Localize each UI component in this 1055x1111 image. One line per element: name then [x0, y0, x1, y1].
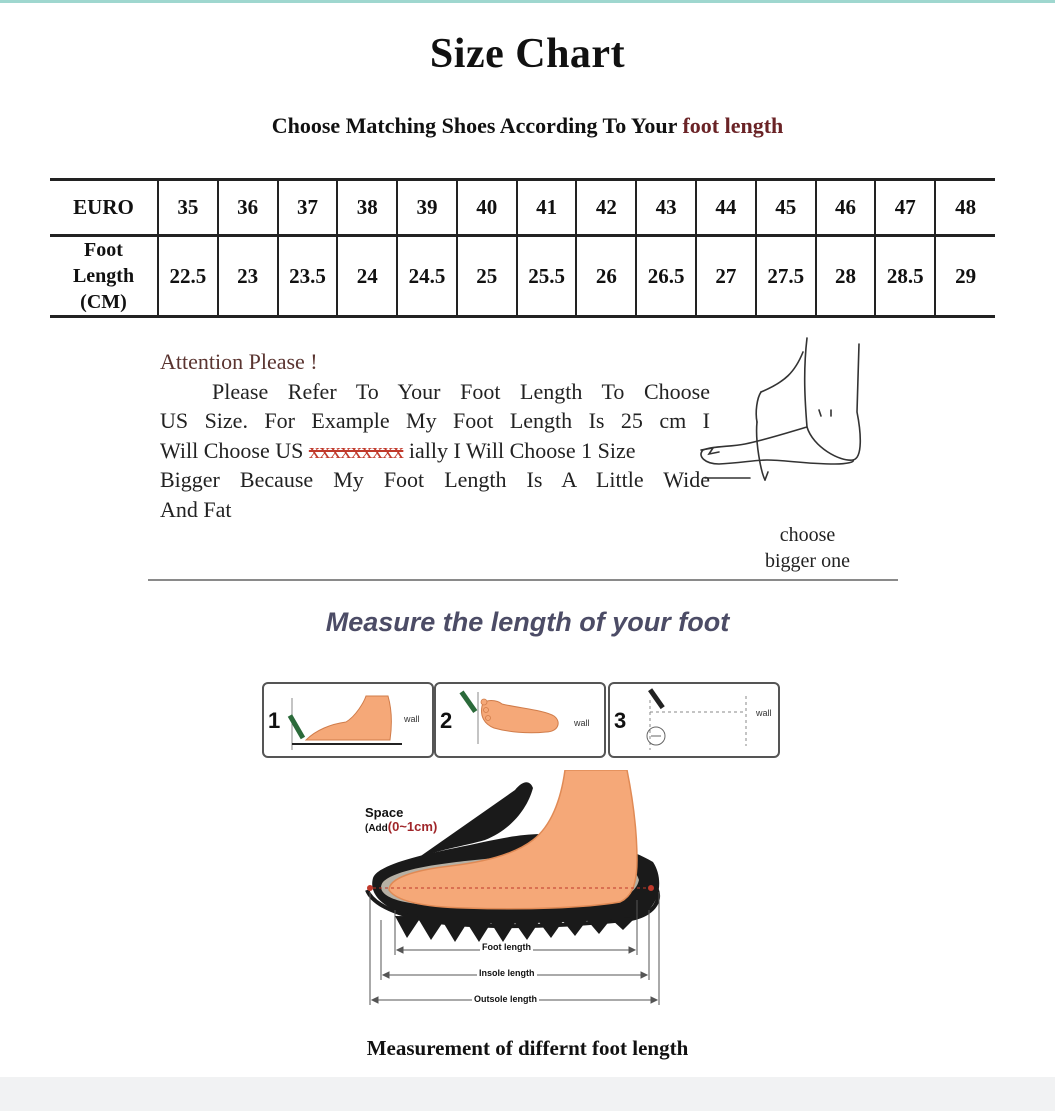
attention-note: [160, 347, 710, 524]
space-text: Space: [365, 805, 404, 820]
euro-row-header: EURO: [50, 180, 158, 236]
measure-title: Measure the length of your foot: [325, 607, 730, 637]
attention-line-3: [160, 436, 710, 466]
euro-cell: 42: [576, 180, 636, 236]
foot-length-cell: 25.5: [517, 236, 577, 317]
euro-cell: 47: [875, 180, 935, 236]
foot-side-icon: [286, 690, 408, 750]
euro-cell: 43: [636, 180, 696, 236]
foot-length-row-header: [50, 236, 158, 317]
foot-length-cell: 28.5: [875, 236, 935, 317]
foot-length-cell: 25: [457, 236, 517, 317]
attention-line: Bigger Because My Foot Length Is A Little Wide: [160, 467, 710, 492]
foot-length-cell: 27.5: [756, 236, 816, 317]
foot-length-cell: 28: [816, 236, 876, 317]
bottom-band: [0, 1077, 1055, 1111]
euro-cell: 36: [218, 180, 278, 236]
euro-cell: 39: [397, 180, 457, 236]
foot-length-cell: 24: [337, 236, 397, 317]
foot-length-cell: 22.5: [158, 236, 218, 317]
foot-top-icon: [458, 688, 570, 748]
attention-line: Please Refer To Your Foot Length To Choose: [212, 378, 710, 404]
choose-bigger-note: [750, 522, 865, 574]
size-table: [50, 178, 995, 318]
euro-cell: 48: [935, 180, 995, 236]
wall-label: wall: [404, 714, 420, 724]
choose-bigger-line: bigger one: [765, 550, 850, 572]
euro-cell: 40: [457, 180, 517, 236]
euro-cell: 37: [278, 180, 338, 236]
euro-cell: 38: [337, 180, 397, 236]
space-range: (0~1cm): [387, 819, 438, 834]
foot-length-label: Foot length: [482, 942, 531, 952]
outsole-length-label: Outsole length: [474, 994, 537, 1004]
step-2-number: 2: [440, 708, 453, 733]
foot-length-cell: 26: [576, 236, 636, 317]
euro-cell: 44: [696, 180, 756, 236]
euro-cell: 35: [158, 180, 218, 236]
diagram-caption: Measurement of differnt foot length: [366, 1036, 689, 1060]
foot-length-cell: 23: [218, 236, 278, 317]
attention-line: US Size. For Example My Foot Length Is 25 cm I: [160, 408, 710, 433]
choose-bigger-line: choose: [779, 524, 836, 546]
subtitle: [0, 113, 1055, 139]
subtitle-text: Choose Matching Shoes According To Your: [271, 113, 683, 138]
euro-cell: 45: [756, 180, 816, 236]
foot-sketch-icon: [695, 332, 875, 492]
wall-label: wall: [574, 718, 590, 728]
attention-line-3-start: Will Choose US: [160, 437, 309, 463]
euro-cell: 46: [816, 180, 876, 236]
foot-length-cell: 23.5: [278, 236, 338, 317]
row-header-line: (CM): [80, 291, 127, 313]
section-divider: [148, 579, 898, 581]
step-1-panel: [262, 682, 434, 758]
step-2-panel: [434, 682, 606, 758]
redacted-text: xxxxxxxxx: [308, 437, 404, 463]
space-add: (Add: [365, 823, 388, 834]
step-3-panel: [608, 682, 780, 758]
foot-length-cell: 24.5: [397, 236, 457, 317]
foot-length-cell: 29: [935, 236, 995, 317]
step-1-number: 1: [268, 708, 281, 733]
top-edge-line: [0, 0, 1055, 3]
attention-line-3-end: ially I Will Choose 1 Size: [403, 437, 636, 463]
attention-heading: Attention Please !: [160, 349, 318, 374]
euro-cell: 41: [517, 180, 577, 236]
page-title: Size Chart: [429, 31, 626, 77]
foot-length-cell: 26.5: [636, 236, 696, 317]
wall-label: wall: [756, 708, 772, 718]
foot-length-cell: 27: [696, 236, 756, 317]
ruler-icon: [634, 688, 752, 752]
step-3-number: 3: [614, 708, 627, 733]
euro-row: [50, 180, 995, 236]
shoe-cross-section-icon: [355, 770, 675, 1015]
insole-length-label: Insole length: [479, 968, 535, 978]
row-header-line: Length: [72, 265, 135, 287]
row-header-line: Foot: [84, 239, 123, 261]
attention-line: And Fat: [160, 496, 232, 522]
foot-length-row: [50, 236, 995, 317]
subtitle-accent: foot length: [682, 113, 784, 138]
